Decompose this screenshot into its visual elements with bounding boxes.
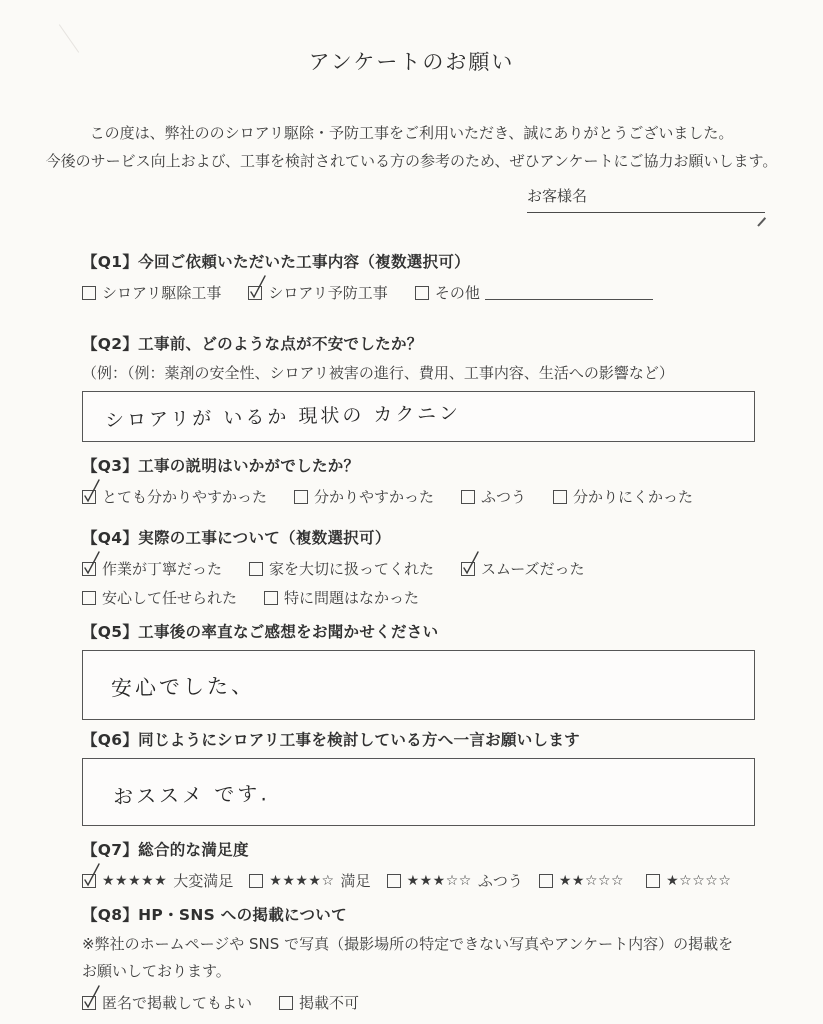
- checkbox-label: とても分かりやすかった: [102, 488, 268, 506]
- q8-option-no-publish: [279, 992, 359, 1013]
- q4-option-3: [461, 558, 585, 579]
- q4-options-row-2: [82, 587, 755, 608]
- star-rating-icons: ★★☆☆☆: [558, 872, 625, 889]
- q8-option-anonymous-ok: [82, 992, 252, 1013]
- q6-header: 【Q6】同じようにシロアリ工事を検討している方へ一言お願いします: [82, 731, 580, 749]
- checkbox-label: 安心して任せられた: [102, 589, 238, 607]
- q2-example-text: （例：（例：薬剤の安全性、シロアリ被害の進行、費用、工事内容、生活への影響など）: [82, 364, 674, 382]
- intro-line-1: この度は、弊社ののシロアリ駆除・予防工事をご利用いただき、誠にありがとうございました。: [89, 124, 734, 142]
- checkbox: [249, 562, 263, 576]
- checkbox-label: シロアリ予防工事: [268, 284, 388, 302]
- checkbox: [539, 874, 553, 888]
- question-block-q8: [82, 903, 755, 1013]
- q4-option-4: [82, 587, 237, 608]
- q8-note: [82, 931, 755, 985]
- q7-option-2star: [539, 873, 630, 889]
- q1-option-other: [415, 282, 653, 303]
- q3-options-row: [82, 486, 755, 507]
- checkbox-label: 分かりやすかった: [314, 488, 435, 506]
- q4-option-5: [264, 587, 419, 608]
- question-block-q7: [82, 838, 755, 891]
- q1-header: 【Q1】今回ご依頼いただいた工事内容（複数選択可）: [82, 253, 470, 271]
- checkbox: [461, 562, 475, 576]
- q3-option-1: [82, 486, 267, 507]
- q5-header: 【Q5】工事後の率直なご感想をお聞かせください: [82, 623, 439, 641]
- q8-note-line-1: ※弊社のホームページや SNS で写真（撮影場所の特定できない写真やアンケート内容）の掲載を: [82, 935, 734, 953]
- q7-options-row: [82, 870, 755, 891]
- checkbox-label: 掲載不可: [299, 994, 360, 1012]
- checkbox: [387, 874, 401, 888]
- checkbox: [82, 874, 96, 888]
- q5-answer-box: [82, 650, 755, 720]
- page-title: アンケートのお願い: [308, 50, 515, 74]
- q4-options-row-1: [82, 558, 755, 579]
- checkbox: [264, 591, 278, 605]
- q7-header: 【Q7】総合的な満足度: [82, 841, 249, 859]
- q2-answer-box: [82, 391, 755, 442]
- checkbox-label: 分かりにくかった: [573, 488, 694, 506]
- q8-note-line-2: お願いしております。: [82, 962, 231, 980]
- q5-handwritten-answer: 安心でした、: [110, 673, 256, 701]
- q2-handwritten-answer: シロアリが いるか 現状の カクニン: [104, 402, 462, 432]
- intro-text: [38, 119, 785, 175]
- checkbox: [294, 490, 308, 504]
- checkbox-label: スムーズだった: [481, 560, 585, 578]
- checkbox-label: 特に問題はなかった: [284, 589, 420, 607]
- rating-label: ふつう: [477, 872, 523, 890]
- q7-option-4star: [249, 870, 370, 891]
- q4-option-2: [249, 558, 434, 579]
- handwritten-check-icon: [459, 550, 481, 577]
- checkbox-label: ふつう: [481, 488, 527, 506]
- question-block-q4: [82, 526, 755, 608]
- checkbox-label: 作業が丁寧だった: [102, 560, 223, 578]
- q7-option-5star: [82, 870, 233, 891]
- checkbox: [82, 286, 96, 300]
- q3-option-2: [294, 486, 434, 507]
- handwritten-check-icon: [80, 550, 102, 577]
- star-rating-icons: ★☆☆☆☆: [666, 872, 732, 889]
- q4-header: 【Q4】実際の工事について（複数選択可）: [82, 529, 391, 547]
- q6-answer-box: [82, 758, 755, 826]
- question-block-q3: [82, 454, 755, 507]
- handwritten-check-icon: [80, 478, 102, 505]
- checkbox: [461, 490, 475, 504]
- checkbox: [415, 286, 429, 300]
- star-rating-icons: ★★★★★: [102, 872, 168, 889]
- q8-options-row: [82, 992, 755, 1013]
- checkbox-label: シロアリ駆除工事: [102, 284, 222, 302]
- q6-handwritten-answer: おススメ です.: [112, 781, 270, 809]
- checkbox-label: 家を大切に扱ってくれた: [269, 560, 435, 578]
- q3-header: 【Q3】工事の説明はいかがでしたか？: [82, 457, 360, 475]
- customer-name-field: [527, 185, 765, 213]
- question-block-q6: [82, 728, 755, 826]
- q3-option-3: [461, 486, 526, 507]
- checkbox: [553, 490, 567, 504]
- checkbox: [646, 874, 660, 888]
- q7-option-1star: [646, 873, 737, 889]
- q4-option-1: [82, 558, 222, 579]
- q2-header: 【Q2】工事前、どのような点が不安でしたか？: [82, 335, 423, 353]
- pen-stroke-mark: [757, 217, 765, 226]
- question-block-q5: [82, 620, 755, 720]
- checkbox: [279, 996, 293, 1010]
- handwritten-check-icon: [246, 274, 268, 301]
- q8-header: 【Q8】HP・SNS への掲載について: [82, 906, 347, 924]
- rating-label: 大変満足: [173, 872, 234, 890]
- q3-option-4: [553, 486, 693, 507]
- handwritten-check-icon: [80, 984, 102, 1011]
- checkbox: [249, 874, 263, 888]
- other-fill-line: [485, 286, 653, 300]
- checkbox: [82, 996, 96, 1010]
- star-rating-icons: ★★★★☆: [269, 872, 335, 889]
- q1-option-kujo: [82, 282, 221, 303]
- rating-label: 満足: [340, 872, 371, 890]
- question-block-q1: [82, 250, 755, 303]
- checkbox-label: その他: [434, 284, 480, 302]
- checkbox: [82, 562, 96, 576]
- question-block-q2: [82, 332, 755, 442]
- handwritten-check-icon: [80, 862, 102, 889]
- star-rating-icons: ★★★☆☆: [406, 872, 472, 889]
- customer-name-label: お客様名: [527, 187, 588, 205]
- intro-line-2: 今後のサービス向上および、工事を検討されている方の参考のため、ぜひアンケートにご協力お願いします。: [45, 152, 778, 170]
- checkbox: [82, 490, 96, 504]
- checkbox: [248, 286, 262, 300]
- q7-option-3star: [387, 870, 523, 891]
- checkbox: [82, 591, 96, 605]
- q1-option-yobo: [248, 282, 387, 303]
- checkbox-label: 匿名で掲載してもよい: [102, 994, 253, 1012]
- q1-options-row: [82, 282, 755, 303]
